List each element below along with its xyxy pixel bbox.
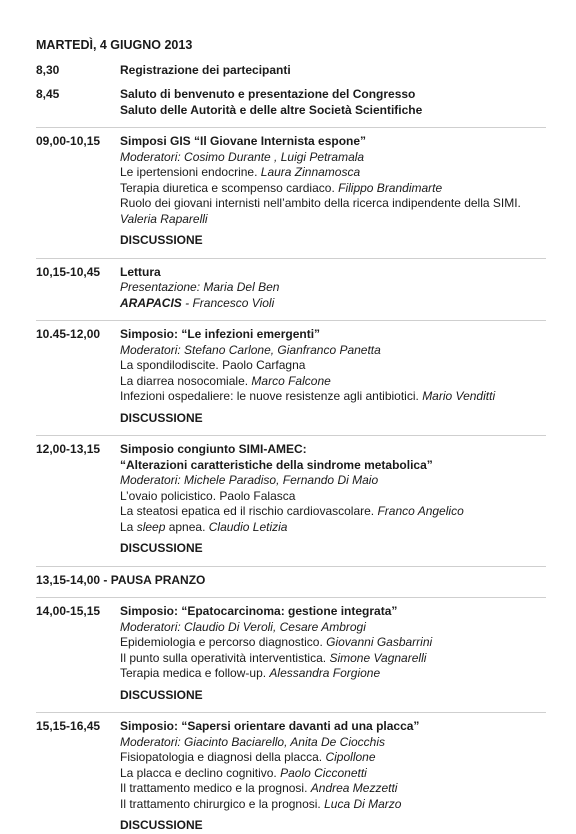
- talk-speaker: Paolo Cicconetti: [280, 765, 367, 780]
- discussion-label: DISCUSSIONE: [120, 541, 203, 555]
- block-content: [120, 327, 546, 426]
- block-content: [120, 265, 546, 312]
- talk-speaker: Marco Falcone: [251, 373, 331, 388]
- talk-item: [120, 766, 546, 782]
- discussion-label: DISCUSSIONE: [120, 233, 203, 247]
- talk-title: Terapia diuretica e scompenso cardiaco.: [120, 180, 339, 195]
- divider: [36, 597, 546, 598]
- block-title-line: Simposio congiunto SIMI-AMEC:: [120, 442, 307, 456]
- divider: [36, 712, 546, 713]
- talk-item: [120, 389, 546, 405]
- talk-speaker: Valeria Raparelli: [120, 211, 208, 226]
- talk-title: Fisiopatologia e diagnosi della placca.: [120, 750, 326, 764]
- program-block-plaque: [36, 719, 546, 834]
- time-slot: 12,00-13,15: [36, 442, 101, 456]
- moderators: Moderatori: Michele Paradiso, Fernando Di Maio: [120, 473, 379, 487]
- moderators: Moderatori: Claudio Di Veroli, Cesare Ambrogi: [120, 619, 366, 634]
- presentation: Presentazione: Maria Del Ben: [120, 280, 280, 294]
- block-content: [120, 87, 546, 118]
- program-block-hcc: [36, 604, 546, 703]
- talk-speaker: Franco Angelico: [377, 504, 464, 518]
- time-slot: 15,15-16,45: [36, 719, 101, 733]
- talk-speaker: Giovanni Gasbarrini: [326, 635, 433, 649]
- program-block-metabolic: [36, 442, 546, 557]
- talk-item: [120, 651, 546, 667]
- talk-title: La diarrea nosocomiale.: [120, 373, 252, 388]
- block-title: Simposio: “Epatocarcinoma: gestione integrata”: [120, 604, 398, 618]
- talk-speaker: Laura Zinnamosca: [260, 165, 361, 179]
- talk-title: La spondilodiscite. Paolo Carfagna: [120, 358, 306, 372]
- discussion-label: DISCUSSIONE: [120, 818, 203, 832]
- talk-speaker: Andrea Mezzetti: [310, 781, 398, 795]
- program-block-welcome: [36, 87, 546, 118]
- block-title: Lettura: [120, 264, 161, 279]
- talk-speaker: Claudio Letizia: [208, 519, 288, 534]
- talk-title: Il trattamento chirurgico e la prognosi.: [120, 796, 325, 811]
- lecture-item: [120, 296, 546, 312]
- talk-title: Le ipertensioni endocrine.: [120, 165, 261, 179]
- divider: [36, 435, 546, 436]
- talk-title: L’ovaio policistico. Paolo Falasca: [120, 488, 296, 503]
- talk-item: [120, 750, 546, 766]
- moderators: Moderatori: Giacinto Baciarello, Anita De Ciocchis: [120, 734, 386, 749]
- time-slot: 10.45-12,00: [36, 327, 101, 341]
- divider: [36, 258, 546, 259]
- block-content: [120, 442, 546, 557]
- time-slot: 09,00-10,15: [36, 134, 101, 148]
- talk-title: Epidemiologia e percorso diagnostico.: [120, 635, 327, 649]
- block-title: Registrazione dei partecipanti: [120, 62, 291, 77]
- talk-item: [120, 504, 546, 520]
- talk-title: Il punto sulla operatività interventistica.: [120, 650, 330, 665]
- talk-speaker: Alessandra Forgione: [269, 666, 381, 680]
- program-block-gis: [36, 134, 546, 249]
- time-slot: 8,30: [36, 62, 60, 77]
- program-block-infections: [36, 327, 546, 426]
- block-title: Simposio: “Le infezioni emergenti”: [120, 327, 321, 341]
- block-title-line: “Alterazioni caratteristiche della sindrome metabolica”: [120, 457, 433, 472]
- talk-item: [120, 797, 546, 813]
- talk-item: [120, 781, 546, 797]
- talk-title-prefix: La: [120, 519, 137, 534]
- discussion-label: DISCUSSIONE: [120, 410, 203, 425]
- talk-title: Il trattamento medico e la prognosi.: [120, 781, 311, 795]
- lecture-title: ARAPACIS: [120, 295, 182, 310]
- block-title: Simposio: “Sapersi orientare davanti ad una placca”: [120, 719, 420, 733]
- talk-speaker: Mario Venditti: [422, 389, 496, 403]
- program-block-registration: [36, 63, 546, 79]
- talk-title-term: sleep: [136, 519, 166, 534]
- talk-title: Terapia medica e follow-up.: [120, 666, 270, 680]
- day-title: MARTEDÌ, 4 GIUGNO 2013: [36, 38, 193, 52]
- lecture-speaker: - Francesco Violi: [181, 295, 275, 310]
- talk-item: [120, 635, 546, 651]
- divider: [36, 566, 546, 567]
- time-slot: 10,15-10,45: [36, 264, 101, 279]
- talk-item: [120, 520, 546, 536]
- talk-title: Infezioni ospedaliere: le nuove resistenze agli antibiotici.: [120, 389, 423, 403]
- talk-item: [120, 374, 546, 390]
- talk-speaker: Luca Di Marzo: [324, 796, 402, 811]
- lunch-break: 13,15-14,00 - PAUSA PRANZO: [36, 572, 206, 587]
- moderators: Moderatori: Stefano Carlone, Gianfranco Panetta: [120, 342, 381, 357]
- time-slot: 8,45: [36, 87, 60, 101]
- block-title: Simposi GIS “Il Giovane Internista espone”: [120, 134, 367, 148]
- talk-title: La placca e declino cognitivo.: [120, 765, 281, 780]
- talk-item: [120, 181, 546, 197]
- block-title-line: Saluto di benvenuto e presentazione del Congresso: [120, 87, 416, 101]
- moderators: Moderatori: Cosimo Durante , Luigi Petramala: [120, 149, 365, 164]
- talk-title: La steatosi epatica ed il rischio cardiovascolare.: [120, 504, 378, 518]
- discussion-label: DISCUSSIONE: [120, 687, 203, 702]
- talk-speaker: Cipollone: [325, 750, 376, 764]
- block-content: [120, 719, 546, 834]
- talk-item: [120, 666, 546, 682]
- program-block-lecture: [36, 265, 546, 312]
- block-title-line: Saluto delle Autorità e delle altre Società Scientifiche: [120, 102, 423, 117]
- block-content: [120, 134, 546, 249]
- talk-speaker: Simone Vagnarelli: [329, 650, 427, 665]
- divider: [36, 320, 546, 321]
- divider: [36, 127, 546, 128]
- talk-item: [120, 165, 546, 181]
- time-slot: 14,00-15,15: [36, 604, 101, 618]
- block-content: [120, 604, 546, 703]
- talk-title-suffix: apnea.: [165, 519, 209, 534]
- block-content: [120, 63, 546, 79]
- talk-title: Ruolo dei giovani internisti nell’ambito della ricerca indipendente della SIMI.: [120, 196, 521, 210]
- talk-speaker: Filippo Brandimarte: [338, 180, 443, 195]
